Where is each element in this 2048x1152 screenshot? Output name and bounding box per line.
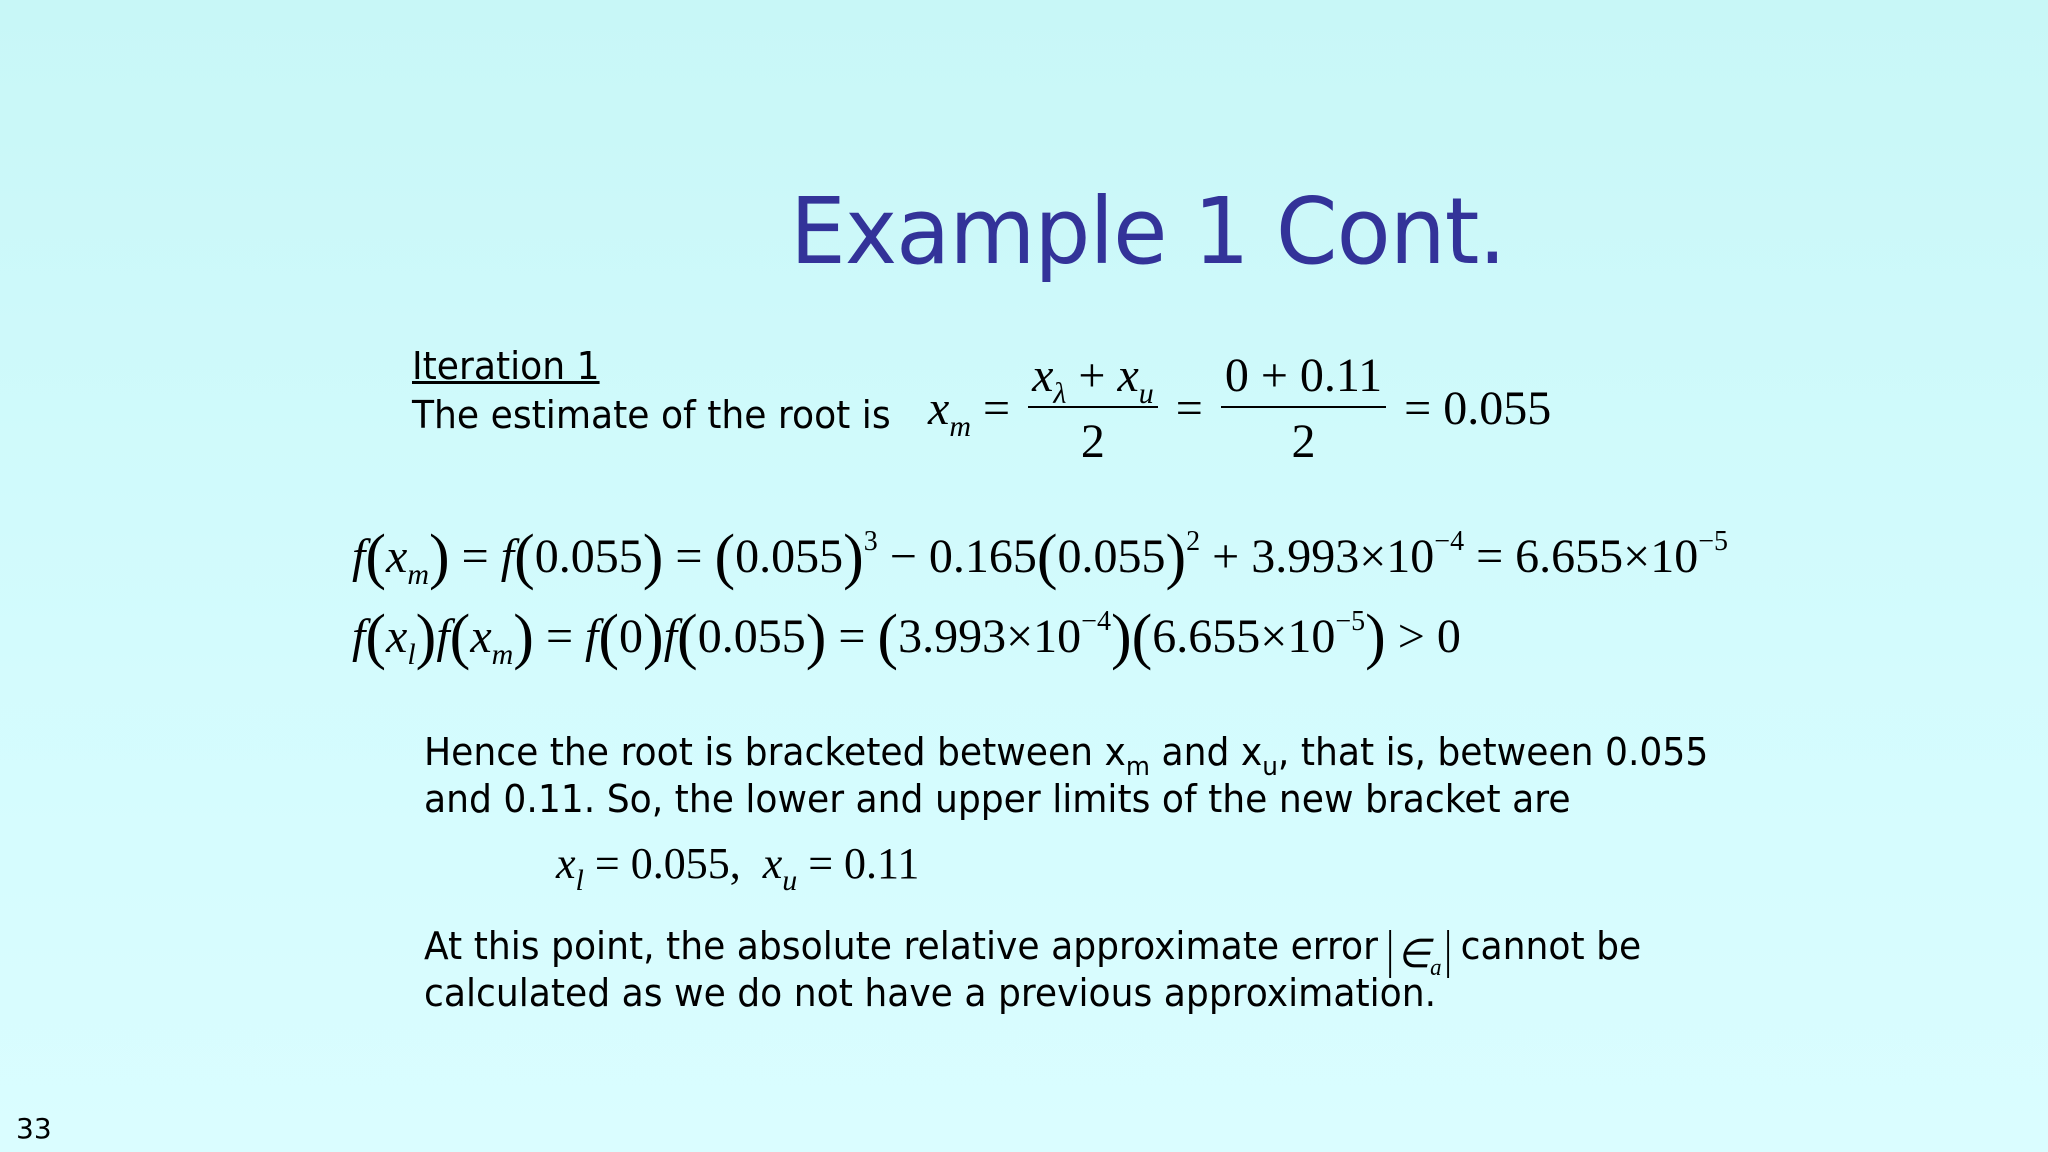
new-bracket-equation: $x_l = 0.055$, $x_u = 0.11$ (556, 839, 920, 897)
fxm-equation: $f(x_m) = f(0.055) = (0.055)^3 - 0.165(0.055)^2 + 3.993\times 10^{-4} = 6.655\times 10^{-5}$ (352, 523, 1729, 591)
estimate-label: The estimate of the root is (412, 393, 891, 437)
hence-line-1: Hence the root is bracketed between $x_m$ and $x_u$, that is, between 0.055 (424, 730, 1709, 782)
absolute-error-symbol: $\in_a$ (1389, 930, 1449, 978)
page-number: 33 (16, 1112, 52, 1145)
error-line-1: At this point, the absolute relative approximate error $\in_a$ cannot be (424, 924, 1642, 981)
error-line-2: calculated as we do not have a previous approximation. (424, 971, 1437, 1015)
iteration-heading: Iteration 1 (412, 344, 600, 388)
xm-result: = 0.055 (1404, 382, 1552, 435)
product-equation: $f(x_l)f(x_m) = f(0)f(0.055) = (3.993\times 10^{-4})(6.655\times 10^{-5}) > 0$ (352, 603, 1461, 671)
hence-line-2: and 0.11. So, the lower and upper limits of the new bracket are (424, 777, 1571, 821)
numeric-fraction: $\frac{0 + 0.11}{2}$ (1221, 352, 1386, 466)
slide-title: Example 1 Cont. (790, 178, 1506, 285)
midpoint-fraction: $\frac{x_\lambda + x_u}{2}$ (1028, 352, 1158, 466)
xm-formula: $x_m$ = $\frac{x_\lambda + x_u}{2}$ = $\frac{0 + 0.11}{2}$ = 0.055 (928, 349, 1552, 468)
